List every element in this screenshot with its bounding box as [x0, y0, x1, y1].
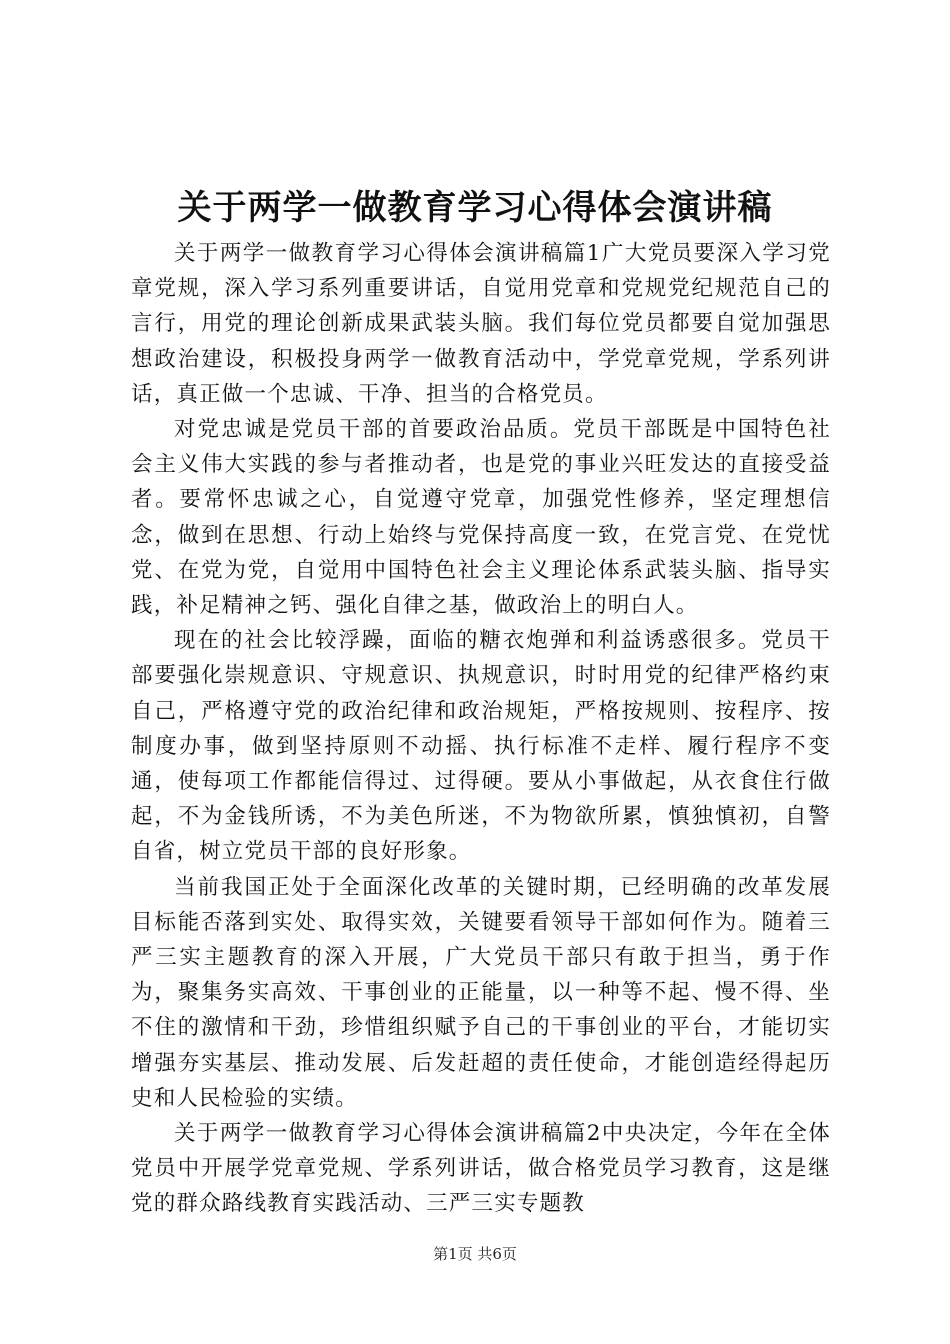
- document-title: 关于两学一做教育学习心得体会演讲稿: [177, 188, 773, 228]
- paragraph-5: 关于两学一做教育学习心得体会演讲稿篇2中央决定，今年在全体党员中开展学党章党规、学系列讲话，做合格党员学习教育，这是继党的群众路线教育实践活动、三严三实专题教: [131, 1121, 831, 1217]
- paragraph-4: 当前我国正处于全面深化改革的关键时期，已经明确的改革发展目标能否落到实处、取得实效，关键要看领导干部如何作为。随着三严三实主题教育的深入开展，广大党员干部只有敢于担当，勇于作为，聚集务实高效、干事创业的正能量，以一种等不起、慢不得、坐不住的激情和干劲，珍惜组织赋予自己的干事创业的平台，才能切实增强夯实基层、推动发展、后发赶超的责任使命，才能创造经得起历史和人民检验的实绩。: [131, 874, 831, 1111]
- paragraph-3: 现在的社会比较浮躁，面临的糖衣炮弹和利益诱惑很多。党员干部要强化崇规意识、守规意识、执规意识，时时用党的纪律严格约束自己，严格遵守党的政治纪律和政治规矩，严格按规则、按程序、按制度办事，做到坚持原则不动摇、执行标准不走样、履行程序不变通，使每项工作都能信得过、过得硬。要从小事做起，从衣食住行做起，不为金钱所诱，不为美色所迷，不为物欲所累，慎独慎初，自警自省，树立党员干部的良好形象。: [131, 628, 831, 865]
- paragraph-2: 对党忠诚是党员干部的首要政治品质。党员干部既是中国特色社会主义伟大实践的参与者推动者，也是党的事业兴旺发达的直接受益者。要常怀忠诚之心，自觉遵守党章，加强党性修养，坚定理想信念，做到在思想、行动上始终与党保持高度一致，在党言党、在党忧党、在党为党，自觉用中国特色社会主义理论体系武装头脑、指导实践，补足精神之钙、强化自律之基，做政治上的明白人。: [131, 417, 831, 619]
- paragraph-1: 关于两学一做教育学习心得体会演讲稿篇1广大党员要深入学习党章党规，深入学习系列重要讲话，自觉用党章和党规党纪规范自己的言行，用党的理论创新成果武装头脑。我们每位党员都要自觉加强思想政治建设，积极投身两学一做教育活动中，学党章党规，学系列讲话，真正做一个忠诚、干净、担当的合格党员。: [131, 241, 831, 407]
- page-number-footer: 第1页 共6页: [433, 1245, 517, 1263]
- document-body: [131, 236, 831, 1222]
